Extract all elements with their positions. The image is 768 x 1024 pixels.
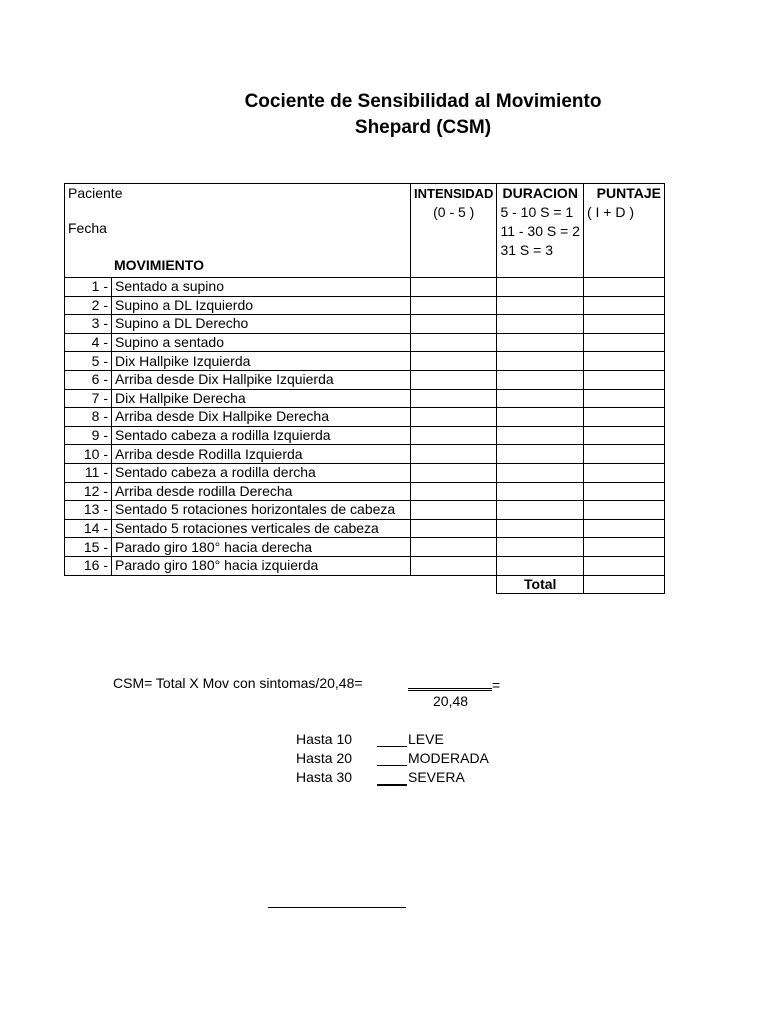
page-title: Cociente de Sensibilidad al Movimiento	[244, 91, 602, 112]
row-number: 1 -	[65, 278, 112, 297]
duration-cell[interactable]	[497, 296, 584, 315]
movement-name: Arriba desde Rodilla Izquierda	[112, 445, 411, 464]
score-cell[interactable]	[583, 556, 664, 575]
intensity-cell[interactable]	[411, 408, 497, 427]
duration-cell[interactable]	[497, 426, 584, 445]
row-number: 4 -	[65, 333, 112, 352]
movement-name: Dix Hallpike Derecha	[112, 389, 411, 408]
movement-name: Sentado cabeza a rodilla Izquierda	[112, 426, 411, 445]
score-cell[interactable]	[583, 426, 664, 445]
total-value-cell[interactable]	[583, 575, 664, 594]
table-row	[65, 278, 665, 297]
movement-name: Supino a sentado	[112, 333, 411, 352]
duration-cell[interactable]	[497, 556, 584, 575]
table-row	[65, 556, 665, 575]
duration-scale-3: 31 S = 3	[500, 242, 553, 258]
score-cell[interactable]	[583, 333, 664, 352]
row-number: 2 -	[65, 296, 112, 315]
duration-cell[interactable]	[497, 445, 584, 464]
total-spacer	[65, 575, 497, 594]
table-row	[65, 463, 665, 482]
movement-name: Arriba desde Dix Hallpike Izquierda	[112, 370, 411, 389]
duration-cell[interactable]	[497, 519, 584, 538]
movement-name: Supino a DL Derecho	[112, 315, 411, 334]
table-row	[65, 352, 665, 371]
score-cell[interactable]	[583, 519, 664, 538]
duration-cell[interactable]	[497, 389, 584, 408]
movement-name: Sentado 5 rotaciones verticales de cabeza	[112, 519, 411, 538]
score-cell[interactable]	[583, 463, 664, 482]
score-cell[interactable]	[583, 389, 664, 408]
intensity-header	[411, 184, 497, 278]
total-row	[65, 575, 665, 594]
score-formula: ( I + D )	[586, 204, 635, 220]
row-number: 12 -	[65, 482, 112, 501]
movement-name: Supino a DL Izquierdo	[112, 296, 411, 315]
signature-line	[268, 907, 406, 908]
intensity-cell[interactable]	[411, 519, 497, 538]
duration-cell[interactable]	[497, 278, 584, 297]
scale-level: MODERADA	[408, 750, 489, 766]
row-number: 10 -	[65, 445, 112, 464]
table-row	[65, 315, 665, 334]
score-cell[interactable]	[583, 538, 664, 557]
movement-name: Sentado a supino	[112, 278, 411, 297]
formula-divisor: 20,48	[433, 693, 469, 709]
score-cell[interactable]	[583, 278, 664, 297]
scale-limit: Hasta 10	[296, 731, 353, 747]
page-subtitle: Shepard (CSM)	[354, 117, 492, 138]
patient-label: Paciente	[68, 185, 123, 201]
score-label: PUNTAJE	[596, 185, 661, 201]
score-cell[interactable]	[583, 352, 664, 371]
duration-cell[interactable]	[497, 408, 584, 427]
row-number: 13 -	[65, 501, 112, 520]
duration-cell[interactable]	[497, 482, 584, 501]
duration-cell[interactable]	[497, 501, 584, 520]
intensity-cell[interactable]	[411, 463, 497, 482]
result-blank-line	[408, 688, 492, 691]
row-number: 15 -	[65, 538, 112, 557]
table-row	[65, 333, 665, 352]
patient-info-cell	[65, 184, 411, 278]
table-row	[65, 482, 665, 501]
intensity-cell[interactable]	[411, 278, 497, 297]
duration-cell[interactable]	[497, 315, 584, 334]
movement-column-label: MOVIMIENTO	[114, 257, 204, 273]
movement-name: Parado giro 180° hacia derecha	[112, 538, 411, 557]
table-row	[65, 389, 665, 408]
scale-blank-line	[377, 784, 407, 786]
header-row	[65, 184, 665, 278]
duration-cell[interactable]	[497, 463, 584, 482]
movement-name: Sentado cabeza a rodilla dercha	[112, 463, 411, 482]
movement-name: Parado giro 180° hacia izquierda	[112, 556, 411, 575]
intensity-cell[interactable]	[411, 445, 497, 464]
csm-formula: CSM= Total X Mov con sintomas/20,48=	[113, 675, 363, 691]
row-number: 8 -	[65, 408, 112, 427]
duration-header	[497, 184, 584, 278]
table-row	[65, 519, 665, 538]
row-number: 6 -	[65, 370, 112, 389]
table-row	[65, 296, 665, 315]
row-number: 11 -	[65, 463, 112, 482]
formula-equals: =	[492, 677, 501, 693]
csm-table	[64, 183, 665, 594]
duration-scale-2: 11 - 30 S = 2	[500, 223, 580, 239]
intensity-cell[interactable]	[411, 333, 497, 352]
movement-name: Arriba desde Dix Hallpike Derecha	[112, 408, 411, 427]
intensity-cell[interactable]	[411, 426, 497, 445]
scale-level: SEVERA	[408, 769, 465, 785]
table-row	[65, 501, 665, 520]
intensity-cell[interactable]	[411, 352, 497, 371]
table-row	[65, 370, 665, 389]
row-number: 16 -	[65, 556, 112, 575]
intensity-label: INTENSIDAD	[414, 186, 494, 201]
total-label: Total	[497, 575, 584, 594]
movement-name: Arriba desde rodilla Derecha	[112, 482, 411, 501]
row-number: 3 -	[65, 315, 112, 334]
row-number: 14 -	[65, 519, 112, 538]
score-cell[interactable]	[583, 482, 664, 501]
score-cell[interactable]	[583, 445, 664, 464]
intensity-range: (0 - 5 )	[433, 204, 475, 220]
duration-cell[interactable]	[497, 352, 584, 371]
intensity-cell[interactable]	[411, 389, 497, 408]
intensity-cell[interactable]	[411, 370, 497, 389]
scale-limit: Hasta 20	[296, 750, 353, 766]
scale-blank-line	[377, 765, 407, 766]
duration-cell[interactable]	[497, 370, 584, 389]
score-cell[interactable]	[583, 296, 664, 315]
intensity-cell[interactable]	[411, 296, 497, 315]
table-row	[65, 538, 665, 557]
table-row	[65, 408, 665, 427]
duration-cell[interactable]	[497, 538, 584, 557]
row-number: 7 -	[65, 389, 112, 408]
row-number: 5 -	[65, 352, 112, 371]
score-cell[interactable]	[583, 408, 664, 427]
intensity-cell[interactable]	[411, 482, 497, 501]
date-label: Fecha	[68, 220, 107, 236]
duration-scale-1: 5 - 10 S = 1	[500, 204, 574, 220]
intensity-cell[interactable]	[411, 556, 497, 575]
score-cell[interactable]	[583, 315, 664, 334]
row-number: 9 -	[65, 426, 112, 445]
scale-blank-line	[377, 746, 407, 747]
score-cell[interactable]	[583, 370, 664, 389]
intensity-cell[interactable]	[411, 501, 497, 520]
table-row	[65, 426, 665, 445]
scale-limit: Hasta 30	[296, 769, 353, 785]
duration-label: DURACION	[502, 185, 578, 201]
table-row	[65, 445, 665, 464]
movement-name: Dix Hallpike Izquierda	[112, 352, 411, 371]
score-header	[583, 184, 664, 278]
scale-level: LEVE	[408, 731, 444, 747]
intensity-cell[interactable]	[411, 315, 497, 334]
score-cell[interactable]	[583, 501, 664, 520]
duration-cell[interactable]	[497, 333, 584, 352]
movement-name: Sentado 5 rotaciones horizontales de cabeza	[112, 501, 411, 520]
intensity-cell[interactable]	[411, 538, 497, 557]
